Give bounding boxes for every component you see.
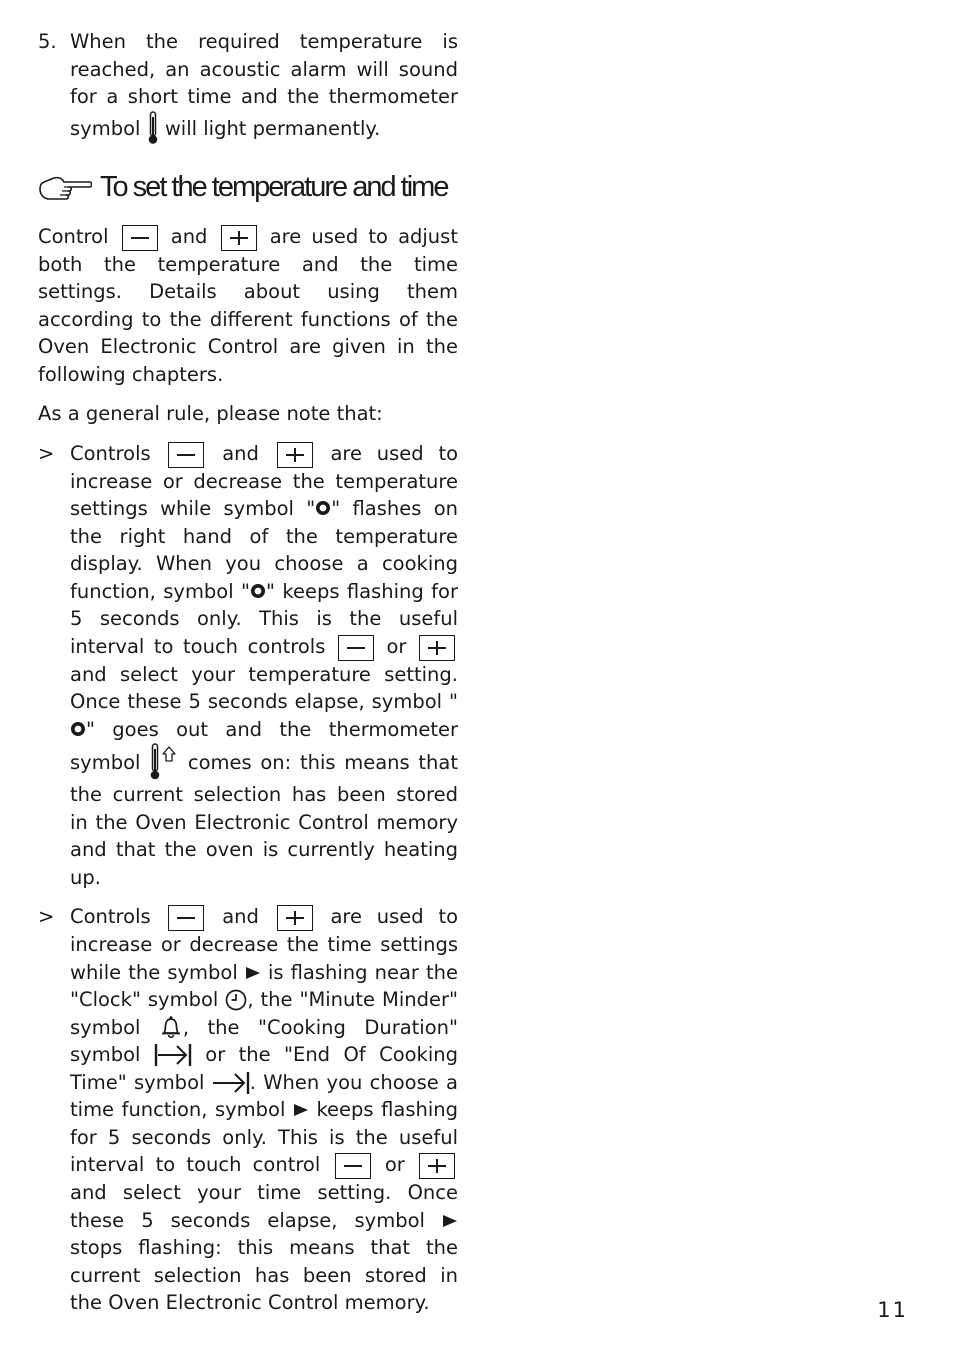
text-segment: or the "End Of Cooking Time" symbol bbox=[70, 1043, 459, 1094]
text-segment: " flashes on the right hand of the temperature display. When you choose a cooking function, symbol " bbox=[70, 497, 458, 603]
bell-icon bbox=[159, 1014, 183, 1040]
ring-symbol-icon bbox=[70, 721, 86, 737]
plus-button-icon bbox=[277, 442, 313, 468]
pointing-hand-icon bbox=[38, 173, 92, 203]
text-segment: will light permanently. bbox=[164, 116, 381, 140]
bullet-temperature bbox=[38, 440, 458, 892]
play-triangle-icon bbox=[442, 1214, 458, 1228]
text-segment: are used to increase or decrease the time settings while the symbol bbox=[70, 905, 459, 984]
text-segment: is flashing near the "Clock" symbol bbox=[70, 960, 459, 1011]
page-title: To set the temperature and time bbox=[100, 170, 448, 203]
plus-button-icon bbox=[419, 1153, 455, 1179]
text-segment: are used to adjust both the temperature and the time settings. Details about using them according to the different functions of the Oven Electronic Control are given in the following chapters. bbox=[38, 224, 458, 386]
text-segment: . When you choose a time function, symbol bbox=[70, 1070, 459, 1121]
text-segment: and bbox=[170, 224, 208, 248]
minus-button-icon bbox=[168, 905, 204, 931]
text-segment: or bbox=[384, 1153, 405, 1176]
text-segment: When the required temperature is reached, an acoustic alarm will sound for a short time and the thermometer symbol bbox=[70, 30, 458, 140]
text-segment: are used to increase or decrease the temperature settings while symbol " bbox=[70, 441, 459, 520]
text-segment: and select your time setting. Once these 5 seconds elapse, symbol bbox=[70, 1181, 458, 1232]
text-segment: and bbox=[222, 905, 259, 928]
play-triangle-icon bbox=[245, 966, 261, 980]
play-triangle-icon bbox=[293, 1103, 309, 1117]
thermometer-heating-icon bbox=[149, 743, 179, 781]
text-segment: , the "Minute Minder" symbol bbox=[70, 988, 458, 1039]
text-segment: keeps flashing for 5 seconds only. This is the useful interval to touch control bbox=[70, 1098, 459, 1176]
section-heading bbox=[38, 170, 458, 203]
text-segment: " goes out and the thermometer symbol bbox=[70, 717, 458, 774]
bullet-text bbox=[70, 903, 458, 1317]
bullet-time bbox=[38, 903, 458, 1317]
minus-button-icon bbox=[122, 225, 158, 251]
plus-button-icon bbox=[221, 225, 257, 251]
list-item-5 bbox=[38, 28, 458, 145]
page-number: 11 bbox=[877, 1298, 908, 1322]
plus-button-icon bbox=[419, 635, 455, 661]
minus-button-icon bbox=[335, 1153, 371, 1179]
bullet-marker: > bbox=[38, 441, 55, 465]
minus-button-icon bbox=[338, 635, 374, 661]
text-segment: and select your temperature setting. Once these 5 seconds elapse, symbol " bbox=[70, 662, 458, 713]
text-segment: comes on: this means that the current selection has been stored in the Oven Electronic Control memory and that the oven is currently heating up. bbox=[70, 751, 458, 889]
text-segment: or bbox=[386, 634, 407, 658]
text-segment: and bbox=[222, 441, 259, 465]
ring-symbol-icon bbox=[250, 583, 266, 599]
clock-icon bbox=[225, 989, 247, 1011]
minus-button-icon bbox=[168, 442, 204, 468]
bullet-text bbox=[70, 440, 458, 892]
text-segment: " keeps flashing for 5 seconds only. This is the useful interval to touch controls bbox=[70, 579, 458, 658]
text-column bbox=[38, 28, 458, 1317]
intro-paragraph bbox=[38, 223, 458, 389]
text-segment: stops flashing: this means that the current selection has been stored in the Oven Electronic Control memory. bbox=[70, 1236, 458, 1314]
rule-paragraph: As a general rule, please note that: bbox=[38, 402, 383, 425]
item-number: 5. bbox=[38, 30, 57, 53]
ring-symbol-icon bbox=[315, 500, 331, 516]
item-text bbox=[70, 28, 458, 145]
text-segment: , the "Cooking Duration" symbol bbox=[70, 1015, 458, 1066]
text-segment: Control bbox=[38, 224, 109, 248]
cooking-duration-icon bbox=[154, 1042, 192, 1068]
plus-button-icon bbox=[277, 905, 313, 931]
text-segment: Controls bbox=[70, 905, 151, 928]
bullet-marker: > bbox=[38, 905, 55, 928]
text-segment: Controls bbox=[70, 441, 151, 465]
end-of-cooking-time-icon bbox=[212, 1070, 250, 1096]
thermometer-icon bbox=[147, 111, 159, 145]
